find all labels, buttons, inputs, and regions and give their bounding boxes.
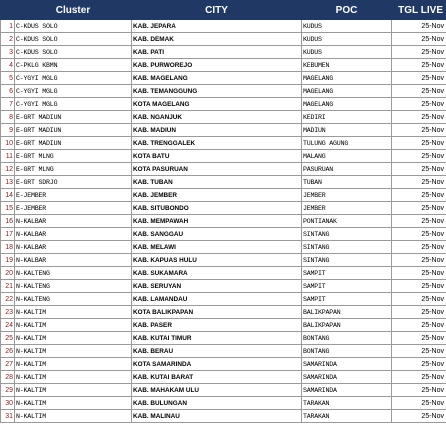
table-row [1, 111, 446, 124]
tgl-live-cell[interactable]: 25-Nov [392, 371, 446, 384]
table-row [1, 202, 446, 215]
row-number-cell[interactable]: 6 [1, 85, 15, 98]
poc-cell[interactable]: KUDUS [302, 20, 392, 33]
city-cell[interactable]: KAB. MAHAKAM ULU [132, 384, 302, 397]
tgl-live-cell[interactable]: 25-Nov [392, 267, 446, 280]
tgl-live-cell[interactable]: 25-Nov [392, 98, 446, 111]
table-row [1, 137, 446, 150]
row-number-cell[interactable]: 10 [1, 137, 15, 150]
cluster-cell[interactable]: N-KALTIM [15, 371, 132, 384]
tgl-live-cell[interactable]: 25-Nov [392, 410, 446, 423]
poc-cell[interactable]: KUDUS [302, 33, 392, 46]
tgl-live-cell[interactable]: 25-Nov [392, 85, 446, 98]
poc-cell[interactable]: MADIUN [302, 124, 392, 137]
table-row [1, 358, 446, 371]
cluster-cell[interactable]: E-JEMBER [15, 189, 132, 202]
cluster-cell[interactable]: E-GRT SDRJO [15, 176, 132, 189]
city-cell[interactable]: KAB. SERUYAN [132, 280, 302, 293]
row-number-cell[interactable]: 11 [1, 150, 15, 163]
poc-cell[interactable]: BALIKPAPAN [302, 306, 392, 319]
cluster-cell[interactable]: E-JEMBER [15, 202, 132, 215]
table-row [1, 397, 446, 410]
city-cell[interactable]: KAB. KUTAI BARAT [132, 371, 302, 384]
header-row [1, 1, 446, 20]
table-row [1, 189, 446, 202]
row-number-cell[interactable]: 23 [1, 306, 15, 319]
cluster-cell[interactable]: E-GRT MLNG [15, 150, 132, 163]
poc-cell[interactable]: MAGELANG [302, 98, 392, 111]
city-cell[interactable]: KAB. MEMPAWAH [132, 215, 302, 228]
tgl-live-cell[interactable]: 25-Nov [392, 176, 446, 189]
row-number-cell[interactable]: 22 [1, 293, 15, 306]
cluster-cell[interactable]: C-PKLG KBMN [15, 59, 132, 72]
city-cell[interactable]: KOTA BATU [132, 150, 302, 163]
cluster-cell[interactable]: N-KALBAR [15, 215, 132, 228]
poc-cell[interactable]: BONTANG [302, 345, 392, 358]
row-number-cell[interactable]: 28 [1, 371, 15, 384]
city-cell[interactable]: KAB. JEMBER [132, 189, 302, 202]
cluster-cell[interactable]: E-GRT MADIUN [15, 124, 132, 137]
tgl-live-cell[interactable]: 25-Nov [392, 384, 446, 397]
tgl-live-cell[interactable]: 25-Nov [392, 319, 446, 332]
tgl-live-cell[interactable]: 25-Nov [392, 306, 446, 319]
row-number-cell[interactable]: 14 [1, 189, 15, 202]
table-header [1, 1, 446, 20]
poc-cell[interactable]: SINTANG [302, 254, 392, 267]
table-body [1, 20, 446, 423]
poc-cell[interactable]: SINTANG [302, 228, 392, 241]
city-cell[interactable]: KAB. LAMANDAU [132, 293, 302, 306]
cluster-cell[interactable]: N-KALTIM [15, 332, 132, 345]
table-row [1, 33, 446, 46]
tgl-live-cell[interactable]: 25-Nov [392, 189, 446, 202]
tgl-live-cell[interactable]: 25-Nov [392, 59, 446, 72]
city-cell[interactable]: KAB. PATI [132, 46, 302, 59]
city-cell[interactable]: KOTA SAMARINDA [132, 358, 302, 371]
row-number-cell[interactable]: 9 [1, 124, 15, 137]
table-row [1, 332, 446, 345]
row-number-cell[interactable]: 31 [1, 410, 15, 423]
poc-cell[interactable]: PASURUAN [302, 163, 392, 176]
row-number-cell[interactable]: 13 [1, 176, 15, 189]
cluster-cell[interactable]: E-GRT MADIUN [15, 137, 132, 150]
row-number-cell[interactable]: 5 [1, 72, 15, 85]
cluster-cell[interactable]: N-KALTIM [15, 319, 132, 332]
tgl-live-cell[interactable]: 25-Nov [392, 124, 446, 137]
tgl-live-cell[interactable]: 25-Nov [392, 241, 446, 254]
row-number-cell[interactable]: 4 [1, 59, 15, 72]
tgl-live-cell[interactable]: 25-Nov [392, 228, 446, 241]
row-number-cell[interactable]: 26 [1, 345, 15, 358]
cluster-cell[interactable]: C-YGYI MGLG [15, 98, 132, 111]
city-cell[interactable]: KAB. BULUNGAN [132, 397, 302, 410]
cluster-cell[interactable]: N-KALBAR [15, 241, 132, 254]
poc-cell[interactable]: JEMBER [302, 202, 392, 215]
cluster-cell[interactable]: C-YGYI MGLG [15, 85, 132, 98]
table-row [1, 384, 446, 397]
tgl-live-cell[interactable]: 25-Nov [392, 163, 446, 176]
table-row [1, 72, 446, 85]
row-number-cell[interactable]: 18 [1, 241, 15, 254]
tgl-live-cell[interactable]: 25-Nov [392, 202, 446, 215]
table-row [1, 20, 446, 33]
tgl-live-cell[interactable]: 25-Nov [392, 254, 446, 267]
cluster-cell[interactable]: E-GRT MLNG [15, 163, 132, 176]
table-row [1, 267, 446, 280]
header-row-number[interactable] [1, 1, 15, 20]
table-row [1, 150, 446, 163]
row-number-cell[interactable]: 29 [1, 384, 15, 397]
table-row [1, 371, 446, 384]
row-number-cell[interactable]: 16 [1, 215, 15, 228]
poc-cell[interactable]: TARAKAN [302, 397, 392, 410]
city-cell[interactable]: KAB. TEMANGGUNG [132, 85, 302, 98]
poc-cell[interactable]: TARAKAN [302, 410, 392, 423]
city-cell[interactable]: KAB. KAPUAS HULU [132, 254, 302, 267]
poc-cell[interactable]: MAGELANG [302, 72, 392, 85]
poc-cell[interactable]: PONTIANAK [302, 215, 392, 228]
city-cell[interactable]: KAB. MADIUN [132, 124, 302, 137]
city-cell[interactable]: KAB. MELAWI [132, 241, 302, 254]
tgl-live-cell[interactable]: 25-Nov [392, 280, 446, 293]
table-row [1, 410, 446, 423]
cluster-cell[interactable]: N-KALTIM [15, 306, 132, 319]
city-cell[interactable]: KAB. SANGGAU [132, 228, 302, 241]
row-number-cell[interactable]: 25 [1, 332, 15, 345]
tgl-live-cell[interactable]: 25-Nov [392, 332, 446, 345]
poc-cell[interactable]: SINTANG [302, 241, 392, 254]
cluster-cell[interactable]: N-KALTENG [15, 267, 132, 280]
tgl-live-cell[interactable]: 25-Nov [392, 345, 446, 358]
city-cell[interactable]: KAB. PURWOREJO [132, 59, 302, 72]
poc-cell[interactable]: KEDIRI [302, 111, 392, 124]
cluster-cell[interactable]: N-KALBAR [15, 228, 132, 241]
row-number-cell[interactable]: 15 [1, 202, 15, 215]
tgl-live-cell[interactable]: 25-Nov [392, 215, 446, 228]
row-number-cell[interactable]: 2 [1, 33, 15, 46]
cluster-cell[interactable]: N-KALTENG [15, 293, 132, 306]
table-row [1, 124, 446, 137]
city-cell[interactable]: KAB. SITUBONDO [132, 202, 302, 215]
poc-cell[interactable]: MALANG [302, 150, 392, 163]
row-number-cell[interactable]: 12 [1, 163, 15, 176]
table-row [1, 345, 446, 358]
table-row [1, 85, 446, 98]
cluster-cell[interactable]: N-KALTENG [15, 280, 132, 293]
row-number-cell[interactable]: 30 [1, 397, 15, 410]
tgl-live-cell[interactable]: 25-Nov [392, 137, 446, 150]
tgl-live-cell[interactable]: 25-Nov [392, 397, 446, 410]
city-cell[interactable]: KAB. BERAU [132, 345, 302, 358]
cluster-cell[interactable]: N-KALBAR [15, 254, 132, 267]
header-tgl-live[interactable]: TGL LIVE [392, 1, 446, 20]
row-number-cell[interactable]: 3 [1, 46, 15, 59]
row-number-cell[interactable]: 27 [1, 358, 15, 371]
table-row [1, 59, 446, 72]
poc-cell[interactable]: KUDUS [302, 46, 392, 59]
tgl-live-cell[interactable]: 25-Nov [392, 293, 446, 306]
tgl-live-cell[interactable]: 25-Nov [392, 72, 446, 85]
row-number-cell[interactable]: 20 [1, 267, 15, 280]
table-row [1, 98, 446, 111]
poc-cell[interactable]: SAMARINDA [302, 358, 392, 371]
city-cell[interactable]: KAB. KUTAI TIMUR [132, 332, 302, 345]
tgl-live-cell[interactable]: 25-Nov [392, 33, 446, 46]
city-cell[interactable]: KAB. SUKAMARA [132, 267, 302, 280]
cluster-cell[interactable]: C-YGYI MGLG [15, 72, 132, 85]
poc-cell[interactable]: SAMPIT [302, 293, 392, 306]
city-cell[interactable]: KAB. NGANJUK [132, 111, 302, 124]
table-row [1, 319, 446, 332]
city-cell[interactable]: KOTA MAGELANG [132, 98, 302, 111]
poc-cell[interactable]: SAMARINDA [302, 371, 392, 384]
row-number-cell[interactable]: 1 [1, 20, 15, 33]
table-row [1, 163, 446, 176]
header-poc[interactable]: POC [302, 1, 392, 20]
city-cell[interactable]: KAB. MALINAU [132, 410, 302, 423]
cluster-cell[interactable]: N-KALTIM [15, 410, 132, 423]
poc-cell[interactable]: TUBAN [302, 176, 392, 189]
tgl-live-cell[interactable]: 25-Nov [392, 46, 446, 59]
tgl-live-cell[interactable]: 25-Nov [392, 358, 446, 371]
poc-cell[interactable]: JEMBER [302, 189, 392, 202]
city-cell[interactable]: KOTA BALIKPAPAN [132, 306, 302, 319]
city-cell[interactable]: KOTA PASURUAN [132, 163, 302, 176]
city-cell[interactable]: KAB. TUBAN [132, 176, 302, 189]
table-row [1, 293, 446, 306]
row-number-cell[interactable]: 19 [1, 254, 15, 267]
table-row [1, 176, 446, 189]
table-row [1, 215, 446, 228]
row-number-cell[interactable]: 8 [1, 111, 15, 124]
row-number-cell[interactable]: 24 [1, 319, 15, 332]
cluster-cell[interactable]: N-KALTIM [15, 397, 132, 410]
row-number-cell[interactable]: 7 [1, 98, 15, 111]
table-row [1, 306, 446, 319]
cluster-cell[interactable]: C-KDUS SOLO [15, 46, 132, 59]
tgl-live-cell[interactable]: 25-Nov [392, 20, 446, 33]
table-row [1, 241, 446, 254]
poc-cell[interactable]: SAMARINDA [302, 384, 392, 397]
city-cell[interactable]: KAB. DEMAK [132, 33, 302, 46]
cluster-cell[interactable]: C-KDUS SOLO [15, 20, 132, 33]
cluster-cell[interactable]: E-GRT MADIUN [15, 111, 132, 124]
cluster-cell[interactable]: N-KALTIM [15, 358, 132, 371]
table-row [1, 280, 446, 293]
poc-cell[interactable]: KEBUMEN [302, 59, 392, 72]
tgl-live-cell[interactable]: 25-Nov [392, 150, 446, 163]
row-number-cell[interactable]: 17 [1, 228, 15, 241]
poc-cell[interactable]: MAGELANG [302, 85, 392, 98]
city-cell[interactable]: KAB. MAGELANG [132, 72, 302, 85]
cluster-cell[interactable]: N-KALTIM [15, 345, 132, 358]
poc-cell[interactable]: BALIKPAPAN [302, 319, 392, 332]
table-row [1, 46, 446, 59]
table-row [1, 254, 446, 267]
city-cell[interactable]: KAB. TRENGGALEK [132, 137, 302, 150]
cluster-cell[interactable]: C-KDUS SOLO [15, 33, 132, 46]
city-cell[interactable]: KAB. JEPARA [132, 20, 302, 33]
poc-cell[interactable]: TULUNG AGUNG [302, 137, 392, 150]
tgl-live-cell[interactable]: 25-Nov [392, 111, 446, 124]
table-row [1, 228, 446, 241]
header-city[interactable]: CITY [132, 1, 302, 20]
header-cluster[interactable]: Cluster [15, 1, 132, 20]
poc-cell[interactable]: BONTANG [302, 332, 392, 345]
poc-cell[interactable]: SAMPIT [302, 280, 392, 293]
row-number-cell[interactable]: 21 [1, 280, 15, 293]
city-cell[interactable]: KAB. PASER [132, 319, 302, 332]
cluster-cell[interactable]: N-KALTIM [15, 384, 132, 397]
poc-cell[interactable]: SAMPIT [302, 267, 392, 280]
